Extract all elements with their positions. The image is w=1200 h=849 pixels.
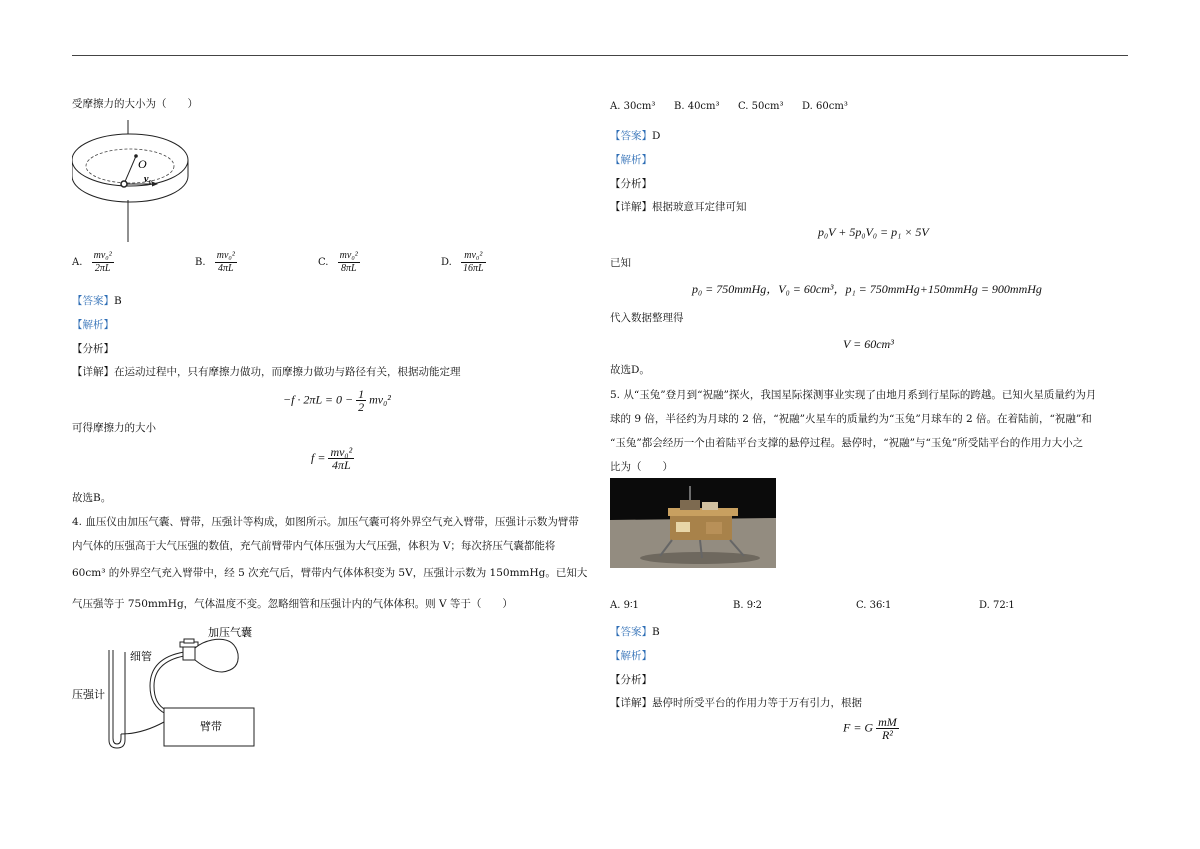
option-num: mv₀² <box>461 250 486 263</box>
blood-pressure-figure <box>72 622 272 752</box>
option-num: mv₀² <box>93 250 112 261</box>
answer-tag: 【答案】 <box>72 295 114 307</box>
q4-stem-line2: 内气体的压强高于大气压强的数值，充气前臂带内气体压强为大气压强，体积为 V；每次挤压气囊都能将 <box>72 540 556 552</box>
q5-equation-gravity <box>843 716 899 741</box>
q5-answer-line <box>610 624 660 639</box>
option-den: 2πL <box>94 263 111 274</box>
q4-fenxi-tag: 【分析】 <box>610 178 652 190</box>
q4-answer-line <box>610 128 660 143</box>
option-letter: B. <box>195 257 206 268</box>
detail-text: 根据玻意耳定律可知 <box>652 201 747 213</box>
q3-detail-line <box>72 364 461 379</box>
q5-fenxi-tag: 【分析】 <box>610 674 652 686</box>
q4-option-c[interactable]: C. 50cm³ <box>738 101 784 112</box>
q5-option-d[interactable]: D. 72∶1 <box>979 600 1015 611</box>
option-num: mv₀² <box>339 250 358 261</box>
eq-den: R² <box>881 728 893 742</box>
q3-option-d[interactable] <box>441 250 486 275</box>
q3-conclusion: 故选B。 <box>72 492 112 504</box>
q4-equation-boyle: p₀V + 5p₀V₀ = p₁ × 5V <box>818 225 929 239</box>
option-letter: C. <box>318 257 329 268</box>
option-num: mv₀² <box>216 250 235 261</box>
q4-stem-line3: 60cm³ 的外界空气充入臂带中，经 5 次充气后，臂带内气体体积变为 5V，压强计示数为 150mmHg。已知大 <box>72 567 588 579</box>
q4-jiexi-tag: 【解析】 <box>610 154 652 166</box>
answer-value: B <box>114 295 122 307</box>
eq-left: f = <box>311 450 326 465</box>
q4-known: 已知 <box>610 257 631 269</box>
q3-stem-tail: 受摩擦力的大小为（ ） <box>72 98 198 110</box>
q3-option-c[interactable] <box>318 250 360 275</box>
detail-tag: 【详解】 <box>610 201 652 213</box>
q4-detail-line <box>610 199 747 214</box>
q4-equation-result: V = 60cm³ <box>843 337 894 351</box>
q5-stem-line4: 比为（ ） <box>610 461 673 473</box>
label-v0: v₀ <box>144 174 152 185</box>
option-letter: D. <box>441 257 452 268</box>
detail-tag: 【详解】 <box>610 697 652 709</box>
eq-right: mv₀² <box>369 392 391 407</box>
q4-equation-values: p₀ = 750mmHg，V₀ = 60cm³，p₁ = 750mmHg+150mmHg = 900mmHg <box>692 282 1042 296</box>
detail-tag: 【详解】 <box>72 366 114 378</box>
eq-left: F = G <box>843 720 874 735</box>
q5-stem-line1: 5. 从“玉兔”登月到“祝融”探火，我国星际探测事业实现了由地月系到行星际的跨越。已知火星质量约为月 <box>610 389 1097 401</box>
q3-equation-friction <box>311 446 354 471</box>
answer-value: D <box>652 130 661 142</box>
q4-substitute: 代入数据整理得 <box>610 312 684 324</box>
q4-stem-line1: 4. 血压仪由加压气囊、臂带，压强计等构成，如图所示。加压气囊可将外界空气充入臂带，压强计示数为臂带 <box>72 516 579 528</box>
q3-text-friction: 可得摩擦力的大小 <box>72 422 156 434</box>
option-den: 16πL <box>463 263 484 274</box>
q5-jiexi-tag: 【解析】 <box>610 650 652 662</box>
eq-left: −f · 2πL = 0 − <box>283 392 354 407</box>
label-cuff: 臂带 <box>200 720 222 733</box>
eq-num: mM <box>878 715 897 729</box>
answer-value: B <box>652 626 660 638</box>
q3-answer-line <box>72 293 122 308</box>
q5-option-b[interactable]: B. 9∶2 <box>733 600 763 611</box>
q4-stem-line4: 气压强等于 750mmHg，气体温度不变。忽略细管和压强计内的气体体积。则 V 等于（ ） <box>72 598 513 610</box>
rotating-disc-figure <box>72 120 202 242</box>
q4-option-a[interactable]: A. 30cm³ <box>610 101 656 112</box>
q4-option-b[interactable]: B. 40cm³ <box>674 101 720 112</box>
q3-equation-energy <box>283 388 391 413</box>
q4-conclusion: 故选D。 <box>610 364 650 376</box>
answer-tag: 【答案】 <box>610 626 652 638</box>
q3-fenxi-tag: 【分析】 <box>72 343 114 355</box>
detail-text: 在运动过程中，只有摩擦力做功，而摩擦力做功与路径有关，根据动能定理 <box>114 366 461 378</box>
option-den: 4πL <box>218 263 234 274</box>
q5-stem-line2: 球的 9 倍，半径约为月球的 2 倍，“祝融”火星车的质量约为“玉兔”月球车的 2 倍。在着陆前，“祝融”和 <box>610 413 1092 425</box>
label-gauge: 压强计 <box>72 688 105 701</box>
lander-photo <box>610 478 776 568</box>
q3-option-b[interactable] <box>195 250 237 275</box>
header-rule <box>72 55 1128 56</box>
eq-frac-den: 2 <box>358 400 365 414</box>
q3-jiexi-tag: 【解析】 <box>72 319 114 331</box>
option-letter: A. <box>72 257 83 268</box>
eq-frac-num: 1 <box>358 387 365 401</box>
label-tube: 细管 <box>130 650 152 663</box>
q3-option-a[interactable] <box>72 250 114 275</box>
label-o: O <box>138 157 147 171</box>
eq-den: 4πL <box>331 458 351 472</box>
q4-option-d[interactable]: D. 60cm³ <box>802 101 848 112</box>
label-bulb: 加压气囊 <box>208 626 252 639</box>
detail-text: 悬停时所受平台的作用力等于万有引力，根据 <box>652 697 862 709</box>
q5-detail-line <box>610 695 862 710</box>
q5-stem-line3: “玉兔”都会经历一个由着陆平台支撑的悬停过程。悬停时，“祝融”与“玉兔”所受陆平台的作用力大小之 <box>610 437 1084 449</box>
answer-tag: 【答案】 <box>610 130 652 142</box>
option-den: 8πL <box>340 263 357 274</box>
q5-option-c[interactable]: C. 36∶1 <box>856 600 892 611</box>
eq-num: mv₀² <box>330 445 353 459</box>
q5-option-a[interactable]: A. 9∶1 <box>610 600 639 611</box>
